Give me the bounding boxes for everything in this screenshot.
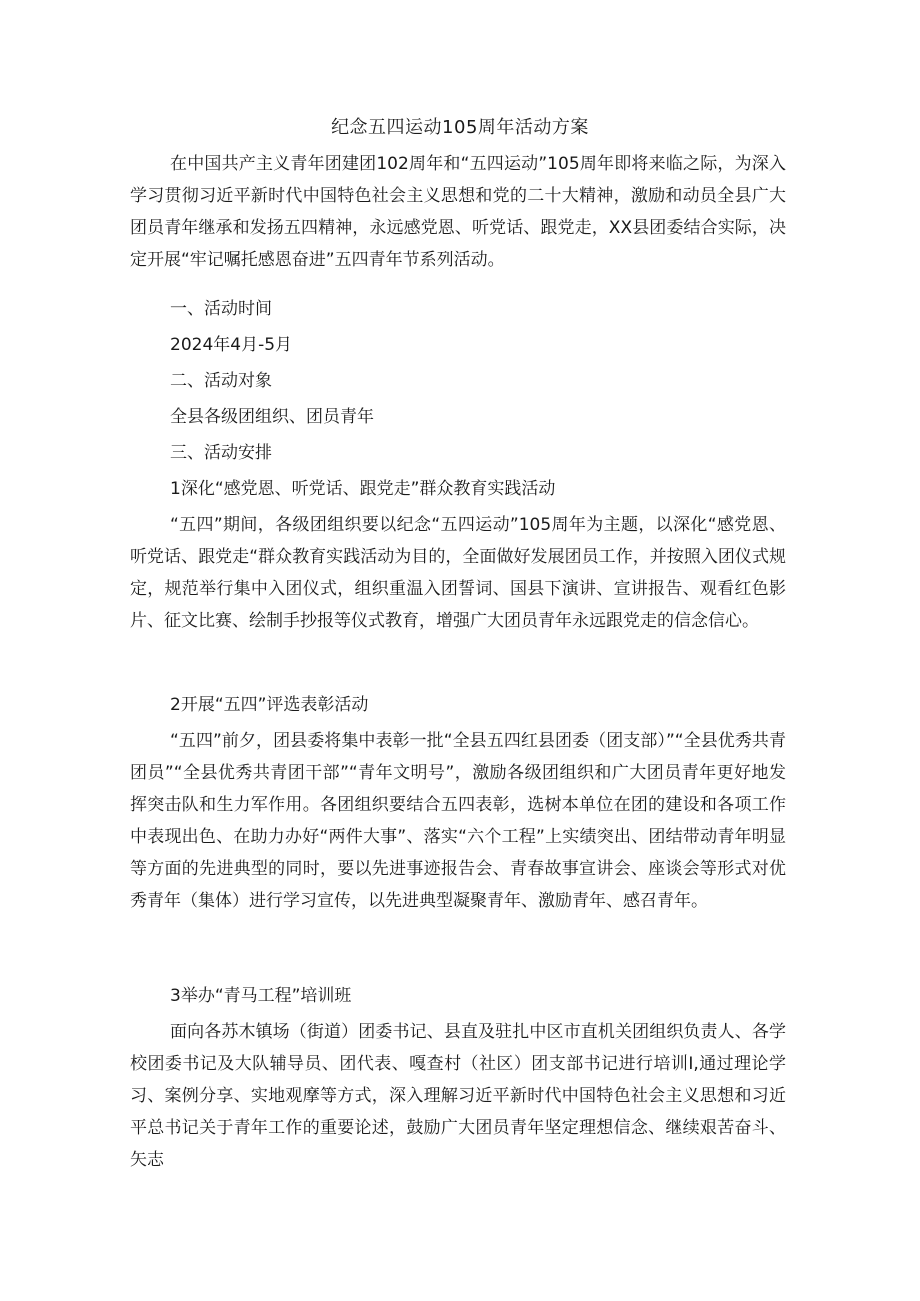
document-title: 纪念五四运动105周年活动方案 [331,117,589,138]
item-heading-3: 3举办“青马工程”培训班 [170,986,352,1006]
intro-paragraph: 在中国共产主义青年团建团102周年和“五四运动”105周年即将来临之际，为深入学习贯彻习近平新时代中国特色社会主义思想和党的二十大精神，激励和动员全县广大团员青年继承和发扬五四精神，永远感党恩、听党话、跟党走，XX县团委结合实际，决定开展“牢记嘱托感恩奋进”五四青年节系列活动。 [130,154,786,270]
section-heading-arrangements: 三、活动安排 [170,443,272,463]
item-heading-1: 1深化“感党恩、听党话、跟党走”群众教育实践活动 [170,479,556,499]
item-body-3: 面向各苏木镇场（街道）团委书记、县直及驻扎中区市直机关团组织负责人、各学校团委书记及大队辅导员、团代表、嘎查村（社区）团支部书记进行培训I,通过理论学习、案例分享、实地观摩等方式，深入理解习近平新时代中国特色社会主义思想和习近平总书记关于青年工作的重要论述，鼓励广大团员青年坚定理想信念、继续艰苦奋斗、矢志 [130,1022,786,1170]
item-body-1: “五四”期间，各级团组织要以纪念“五四运动”105周年为主题，以深化“感党恩、听党话、跟党走“群众教育实践活动为目的，全面做好发展团员工作，并按照入团仪式规定，规范举行集中入团仪式，组织重温入团誓词、国县下演讲、宣讲报告、观看红色影片、征文比赛、绘制手抄报等仪式教育，增强广大团员青年永远跟党走的信念信心。 [130,515,786,631]
section-heading-participants: 二、活动对象 [170,371,272,391]
activity-time: 2024年4月-5月 [170,335,293,355]
item-heading-2: 2开展“五四”评选表彰活动 [170,695,369,715]
item-body-2: “五四”前夕，团县委将集中表彰一批“全县五四红县团委（团支部）”“全县优秀共青团员”“全县优秀共青团干部”“青年文明号”，激励各级团组织和广大团员青年更好地发挥突击队和生力军作用。各团组织要结合五四表彰，选树本单位在团的建设和各项工作中表现出色、在助力办好“两件大事”、落实“六个工程”上实绩突出、团结带动青年明显等方面的先进典型的同时，要以先进事迹报告会、青春故事宣讲会、座谈会等形式对优秀青年（集体）进行学习宣传，以先进典型凝聚青年、激励青年、感召青年。 [130,731,786,911]
activity-participants: 全县各级团组织、团员青年 [170,407,374,427]
section-heading-time: 一、活动时间 [170,299,272,319]
